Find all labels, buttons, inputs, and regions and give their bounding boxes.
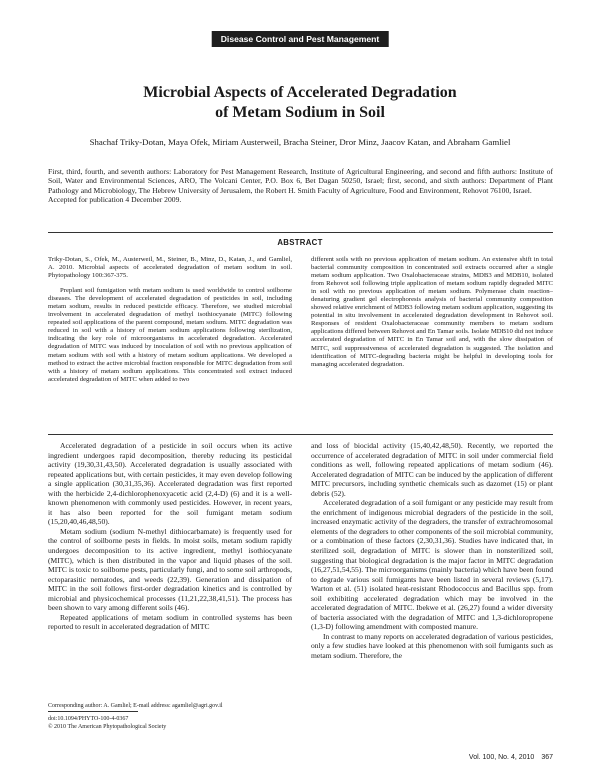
- body-paragraph: Repeated applications of metam sodium in controlled systems has been reported to result in accelerated degradation of MITC: [48, 612, 292, 632]
- title-line-2: of Metam Sodium in Soil: [215, 104, 385, 121]
- abstract-heading: ABSTRACT: [277, 238, 323, 247]
- journal-page-info: [462, 754, 553, 761]
- body-column-left: [48, 441, 292, 632]
- body-paragraph: Metam sodium (sodium N-methyl dithiocarbamate) is frequently used for the control of soilborne pests in fields. In moist soils, metam sodium rapidly undergoes decomposition to its active ingredient, methyl isothiocyanate (MITC), which is then distributed in the vapor and liquid phases of the soil. MITC is toxic to soilborne pests, particularly fungi, and to some soil arthropods, ectoparasitic nematodes, and weeds (22,39). Generation and dissipation of MITC in the soil follows first-order degradation kinetics and is controlled by microbial and physicochemical processes (11,21,22,38,41,51). The process has been shown to vary among different soils (46).: [48, 526, 292, 613]
- body-column-right: [311, 441, 553, 661]
- abstract-bottom-rule: [48, 434, 553, 435]
- title-line-1: Microbial Aspects of Accelerated Degradation: [143, 84, 457, 101]
- corresponding-author: Corresponding author: A. Gamliel; E-mail address: agamliel@agri.gov.il: [48, 703, 223, 709]
- affiliations: [48, 167, 553, 204]
- abstract-paragraph-1: Preplant soil fumigation with metam sodium is used worldwide to control soilborne diseases. The development of accelerated degradation of pesticides in soil, including metam sodium, results in reduced pesticide efficacy. Therefore, we studied microbial involvement in accelerated degradation of methyl isothiocyanate (MITC) following repeated soil applications of the parent compound, metam sodium. MITC degradation was reduced in soil with a history of metam sodium applications following sterilization, indicating the key role of microorganisms in accelerated degradation. Accelerated degradation of MITC was induced by inoculation of soil with no previous application of metam sodium with soil with a history of metam sodium applications. We developed a method to extract the active microbial fraction responsible for MITC degradation from soil with a history of metam sodium applications. This concentrated soil extract induced accelerated degradation of MITC when added to two: [48, 287, 292, 383]
- abstract-citation: Triky-Dotan, S., Ofek, M., Austerweil, M., Steiner, B., Minz, D., Katan, J., and Gamliel, A. 2010. Microbial aspects of accelerated degradation of metam sodium in soil. Phytopathology 100:367-375.: [48, 256, 292, 280]
- abstract-column-right: [311, 256, 553, 369]
- accepted-date: Accepted for publication 4 December 2009.: [48, 194, 182, 204]
- body-paragraph: and loss of biocidal activity (15,40,42,48,50). Recently, we reported the occurrence of accelerated degradation of MITC in soil under commercial field conditions as well, following repeated applications of metam sodium (46). Accelerated degradation of MITC can be induced by the application of different MITC precursors, including synthetic chemicals such as dazomet (15) or plant debris (52).: [311, 441, 553, 498]
- footnote-rule: [48, 711, 138, 712]
- abstract-paragraph-2: different soils with no previous application of metam sodium. An extensive shift in total bacterial community composition in concentrated soil extracts occurred after a single metam sodium application. Two Oxalobacteraceae strains, MDB3 and MDB10, isolated from Rehovot soil following triple application of metam sodium rapidly degraded MITC in soil with no previous application of metam sodium. Polymerase chain reaction–denaturing gradient gel electrophoresis analysis of bacterial community composition showed relative enrichment of MDB3 following metam sodium application, suggesting its potential in situ involvement in accelerated degradation development in Rehovot soil. Responses of resident Oxalobacteraceae community members to metam sodium applications differed between Rehovot and En Tamar soils. Isolate MDB10 did not induce accelerated degradation of MITC in En Tamar soil and, with the slow dissipation of MITC, soil suppressiveness of accelerated degradation is suggested. The isolation and identification of MITC-degrading bacteria might be helpful in developing tools for managing accelerated degradation.: [311, 256, 553, 368]
- abstract-column-left: [48, 256, 292, 384]
- article-doi: doi:10.1094/PHYTO-100-4-0367: [48, 716, 129, 722]
- copyright-notice: © 2010 The American Phytopathological Society: [48, 724, 167, 730]
- page-number: 367: [541, 754, 553, 761]
- section-banner: Disease Control and Pest Management: [212, 31, 389, 47]
- affiliation-text: First, third, fourth, and seventh authors: Laboratory for Pest Management Research, Institute of Agricultural Engineering, and second and fifth authors: Institute of Soil, Water and Environmental Sciences, ARO, The Volcani Center, P.O. Box 6, Bet Dagan 50250, Israel; first, second, and sixth authors: Department of Plant Pathology and Microbiology, The Hebrew University of Jerusalem, the Robert H. Smith Faculty of Agriculture, Food and Environment, Rehovot 76100, Israel.: [48, 167, 553, 195]
- abstract-top-rule: [48, 232, 553, 233]
- body-paragraph: Accelerated degradation of a pesticide in soil occurs when its active ingredient undergoes rapid decomposition, thereby reducing its pesticidal activity (19,30,31,43,50). Accelerated degradation is usually associated with repeated applications but, with certain pesticides, it may even develop following a single application (30,31,35,36). Accelerated degradation was first reported with the herbicide 2,4-dichlorophenoxyacetic acid (2,4-D) (6) and it is a well-known phenomenon with commonly used pesticides. However, in recent years, it has also been reported for the soil fumigant metam sodium (15,20,40,46,48,50).: [48, 441, 292, 527]
- journal-volume: Vol. 100, No. 4, 2010: [468, 754, 535, 761]
- body-paragraph: In contrast to many reports on accelerated degradation of various pesticides, only a few studies have looked at this phenomenon with soil fumigants such as metam sodium. Therefore, the: [311, 631, 553, 661]
- article-title: [0, 83, 600, 123]
- author-list: Shachaf Triky-Dotan, Maya Ofek, Miriam Austerweil, Bracha Steiner, Dror Minz, Jaacov Katan, and Abraham Gamliel: [89, 137, 511, 147]
- body-paragraph: Accelerated degradation of a soil fumigant or any pesticide may result from the enrichment of indigenous microbial degraders of the pesticide in the soil, increased enzymatic activity of the degraders, the transfer of extrachromosomal elements of the degraders to other components of the soil microbial community, or a combination of these factors (2,30,31,36). Studies have indicated that, in sterilized soil, degradation of MITC is slower than in nonsterilized soil, suggesting that biological degradation is the major factor in MITC degradation (16,27,51,54,55). The microorganisms (mainly bacteria) which have been found to degrade various soil fumigants have been listed in several reviews (5,17). Warton et al. (51) isolated heat-resistant Rhodococcus and Bacillus spp. from soil exhibiting accelerated degradation which may be involved in the accelerated degradation of MITC. Ibekwe et al. (26,27) found a wider diversity of bacteria associated with the degradation of MITC and 1,3-dichloropropene (1,3-D) following amendment with composted manure.: [311, 498, 553, 632]
